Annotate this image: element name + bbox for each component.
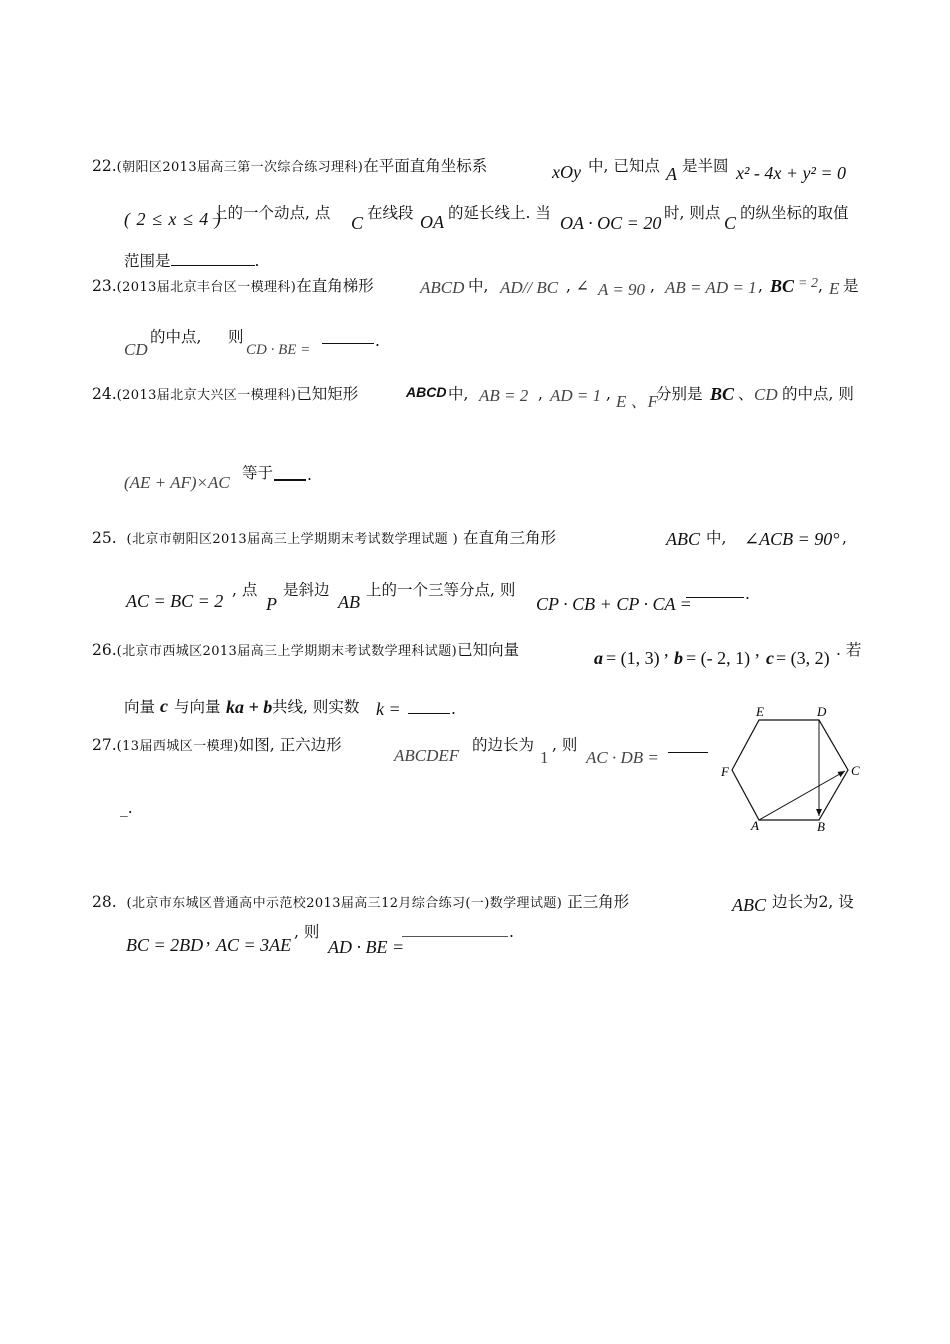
q28-source: (北京市东城区普通高中示范校2013届高三12月综合练习(一)数学理试题) <box>126 896 563 911</box>
q23-equal-sides: AB = AD = 1 <box>665 278 757 297</box>
q24-e-f: E 、F <box>616 392 659 411</box>
q23-text: , ∠ <box>566 277 589 295</box>
q22-text: 范围是 <box>124 252 171 270</box>
q22-point-a: A <box>666 164 677 184</box>
q24-ad: AD = 1 <box>550 386 602 405</box>
q27-answer-blank <box>668 752 708 753</box>
vertex-label-b: B <box>817 819 825 834</box>
q24-number: 24. <box>92 385 117 403</box>
q22-segment-oa: OA <box>420 212 444 232</box>
q27-expression: AC · DB = <box>586 748 659 767</box>
q28-line1 <box>92 892 629 914</box>
q24-abcd: ABCD <box>406 384 447 400</box>
q26-separator: , <box>755 640 760 660</box>
q26-text: 向量 <box>124 698 156 716</box>
q24-answer-blank <box>274 479 306 481</box>
q22-text: 在线段 <box>367 204 414 222</box>
q22-text: 中, 已知点 <box>588 157 660 175</box>
q24-text: 中, <box>448 385 469 403</box>
q24-line1 <box>92 384 358 406</box>
q27-number: 27. <box>92 736 117 754</box>
q25-point-p: P <box>266 594 277 614</box>
q25-answer-blank <box>686 597 744 598</box>
q24-ab: AB = 2 <box>479 386 529 405</box>
q26-number: 26. <box>92 641 117 659</box>
q27-text: , 则 <box>552 736 578 754</box>
q28-separator: , <box>206 928 211 948</box>
q22-point-c: C <box>351 213 364 233</box>
q25-text: , 点 <box>232 581 258 599</box>
q26-text: 与向量 <box>174 698 221 716</box>
q28-text: 边长为2, 设 <box>772 893 854 911</box>
q25-text: 上的一个三等分点, 则 <box>366 581 516 599</box>
vertex-label-e: E <box>756 704 764 719</box>
q25-equal-legs: AC = BC = 2 <box>126 591 224 611</box>
q22-circle-equation: x² - 4x + y² = 0 <box>736 163 847 183</box>
q23-bc: BC <box>770 276 795 296</box>
q26-answer-blank <box>408 713 450 714</box>
q24-bc: BC <box>710 384 735 404</box>
q25-period: . <box>745 585 750 603</box>
q26-vector-c: c <box>766 648 774 668</box>
q28-text: , 则 <box>294 923 320 941</box>
q23-text: , <box>650 277 655 295</box>
q22-period: . <box>254 252 260 270</box>
q23-text: 中, <box>468 277 489 295</box>
hexagon-outline <box>732 720 848 820</box>
q28-abc: ABC <box>732 895 766 915</box>
q28-number: 28. <box>92 893 117 911</box>
q23-text: , <box>758 277 763 295</box>
q23-source: (2013届北京丰台区一模理科) <box>116 280 297 295</box>
q23-bc-value: = 2 <box>798 276 818 291</box>
q26-separator: , <box>664 640 669 660</box>
q25-text: 是斜边 <box>283 581 330 599</box>
q26-text: . 若 <box>836 641 862 659</box>
q23-text: 则 <box>228 328 244 346</box>
q26-source: (北京市西城区2013届高三上学期期末考试数学理科试题) <box>116 644 458 659</box>
q26-text: 已知向量 <box>457 641 520 659</box>
q27-side-length: 1 <box>540 748 549 767</box>
q27-end: _. <box>120 799 133 817</box>
q25-number: 25. <box>92 529 117 547</box>
q26-line2 <box>124 697 155 717</box>
q22-number: 22. <box>92 157 117 175</box>
q22-range: ( 2 ≤ x ≤ 4 ) <box>124 209 222 229</box>
vertex-label-a: A <box>751 818 759 833</box>
q24-text: 等于 <box>242 464 274 482</box>
q25-abc: ABC <box>666 529 700 549</box>
q26-line1 <box>92 640 519 662</box>
vector-ac-arrow <box>759 771 845 820</box>
q24-text: 分别是 <box>656 385 703 403</box>
q26-text: 共线, 则实数 <box>272 698 360 716</box>
q22-xoy: xOy <box>552 162 581 182</box>
q27-hexagon-name: ABCDEF <box>394 746 460 765</box>
q28-bc-condition: BC = 2BD <box>126 935 204 955</box>
q24-text: 的中点, 则 <box>782 385 854 403</box>
q26-vector-b: b <box>674 648 683 668</box>
vertex-label-f: F <box>721 764 729 779</box>
q23-text: 的中点, <box>150 328 202 346</box>
q22-line3 <box>124 251 259 271</box>
q22-text: 的延长线上. 当 <box>448 204 551 222</box>
q28-expression: AD · BE = <box>328 937 405 957</box>
q23-number: 23. <box>92 277 117 295</box>
q23-parallel: AD// BC <box>500 278 559 297</box>
q26-vector-c-value: = (3, 2) <box>776 648 830 668</box>
q22-text: 是半圆 <box>682 157 729 175</box>
q28-text: 正三角形 <box>567 893 630 911</box>
q22-answer-blank <box>171 265 255 266</box>
q22-line1 <box>92 156 487 178</box>
q26-vector-a: a <box>594 648 603 668</box>
q25-text: 中, <box>706 529 727 547</box>
q23-cd: CD <box>124 340 148 359</box>
q25-source: (北京市朝阳区2013届高三上学期期末考试数学理试题 ) <box>126 532 459 547</box>
q26-vector-b-value: = (- 2, 1) <box>686 648 751 668</box>
q25-text: , <box>842 529 847 547</box>
q25-right-angle: ∠ACB = 90° <box>744 529 840 549</box>
q24-text: , <box>606 385 611 403</box>
q27-source: (13届西城区一模理) <box>116 739 239 754</box>
q22-text: 的纵坐标的取值 <box>740 204 849 222</box>
q22-text: 在平面直角坐标系 <box>363 157 488 175</box>
q22-text: 时, 则点 <box>664 204 721 222</box>
q24-text: , <box>538 385 543 403</box>
q25-expression: CP · CB + CP · CA = <box>536 594 692 614</box>
q25-text: 在直角三角形 <box>463 529 557 547</box>
q23-line1 <box>92 276 374 298</box>
q26-k: k = <box>376 699 401 719</box>
q24-text: 已知矩形 <box>296 385 359 403</box>
q23-text: , <box>818 277 823 295</box>
q23-angle: A = 90 <box>598 280 646 299</box>
q24-cd: CD <box>754 385 778 404</box>
q23-answer-blank <box>322 343 374 344</box>
q25-ab: AB <box>338 592 360 612</box>
q28-answer-blank <box>402 936 508 937</box>
q24-text: 、 <box>738 385 754 403</box>
q26-period: . <box>451 700 456 718</box>
q23-point-e: E <box>829 279 840 298</box>
q22-source: (朝阳区2013届高三第一次综合练习理科) <box>116 160 364 175</box>
q23-dot-expression: CD · BE = <box>246 342 311 358</box>
q26-vector-c: c <box>160 696 168 716</box>
q22-text: 上的一个动点, 点 <box>212 204 331 222</box>
q24-source: (2013届北京大兴区一模理科) <box>116 388 297 403</box>
q27-line1 <box>92 735 342 757</box>
q27-text: 的边长为 <box>472 736 535 754</box>
vertex-label-c: C <box>851 763 860 778</box>
hexagon-figure <box>718 702 868 840</box>
q23-text: 在直角梯形 <box>296 277 374 295</box>
q28-period: . <box>509 923 514 941</box>
q24-period: . <box>307 466 312 484</box>
q22-dot-condition: OA · OC = 20 <box>560 213 662 233</box>
q25-line1 <box>92 528 556 550</box>
q23-text: 是 <box>843 277 859 295</box>
vertex-label-d: D <box>817 704 827 719</box>
q24-expression: (AE + AF)×AC <box>124 473 230 492</box>
q27-text: 如图, 正六边形 <box>238 736 342 754</box>
q23-abcd: ABCD <box>420 278 465 297</box>
q22-point-c: C <box>724 213 737 233</box>
q26-ka-plus-b: ka + b <box>226 697 273 717</box>
q23-period: . <box>375 332 380 350</box>
q26-vector-a-value: = (1, 3) <box>606 648 660 668</box>
q28-ac-condition: AC = 3AE <box>216 935 292 955</box>
